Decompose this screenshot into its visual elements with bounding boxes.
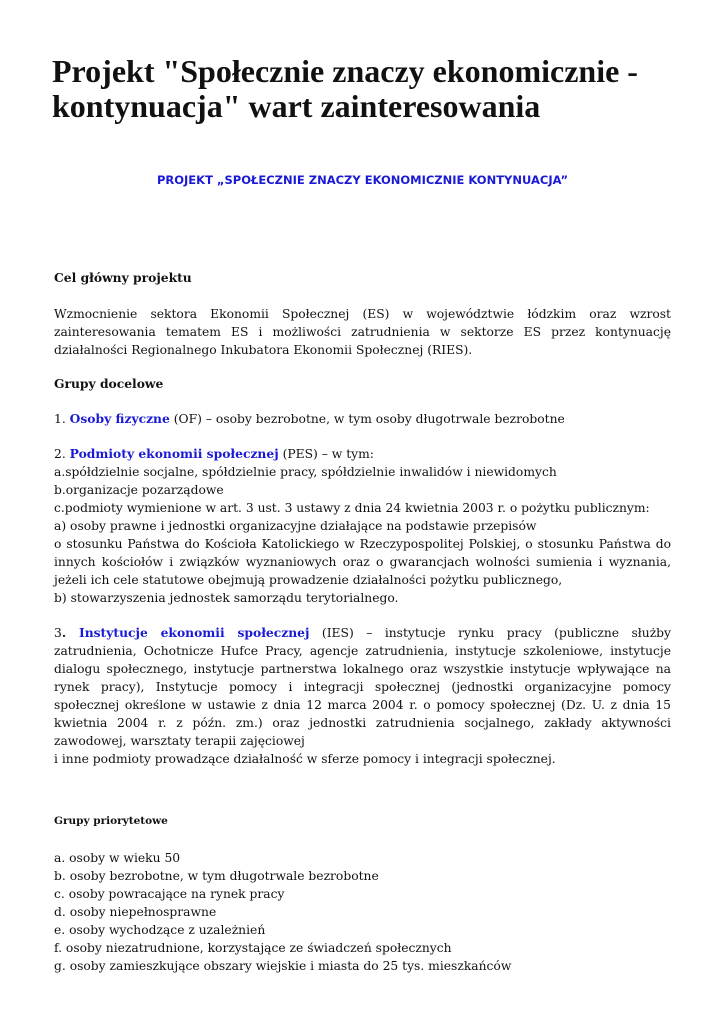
target-group-1-text: (OF) – osoby bezrobotne, w tym osoby długotrwale bezrobotne: [169, 412, 565, 426]
target-groups-heading: Grupy docelowe: [54, 376, 164, 391]
target-group-2: [54, 445, 671, 607]
target-group-2-line: o stosunku Państwa do Kościoła Katolickiego w Rzeczypospolitej Polskiej, o stosunku Państwa do innych kościołów i związków wyznaniowych oraz o gwarancjach wolności sumienia i wyznania, jeżeli ich cele statutowe obejmują prowadzenie działalności pożytku publicznego,: [54, 537, 671, 587]
link-podmioty-ekonomii-spolecznej[interactable]: Podmioty ekonomii społecznej: [69, 446, 279, 461]
target-group-2-line: c.podmioty wymienione w art. 3 ust. 3 ustawy z dnia 24 kwietnia 2003 r. o pożytku publicznym:: [54, 501, 650, 515]
target-group-3-text: [54, 624, 671, 750]
priority-groups-heading: Grupy priorytetowe: [54, 815, 168, 827]
link-osoby-fizyczne[interactable]: Osoby fizyczne: [69, 411, 170, 426]
page-title: Projekt "Społecznie znaczy ekonomicznie - kontynuacja" wart zainteresowania: [52, 53, 638, 124]
link-instytucje-ekonomii-spolecznej[interactable]: Instytucje ekonomii społecznej: [66, 625, 310, 640]
target-group-3-number-dot: .: [61, 625, 67, 640]
list-item: c. osoby powracające na rynek pracy: [54, 887, 285, 901]
list-item: b. osoby bezrobotne, w tym długotrwale bezrobotne: [54, 869, 379, 883]
list-item: e. osoby wychodzące z uzależnień: [54, 923, 266, 937]
target-group-1: [54, 410, 671, 428]
goal-heading: Cel główny projektu: [54, 270, 192, 285]
list-item: a. osoby w wieku 50: [54, 851, 181, 865]
target-group-2-line: b) stowarzyszenia jednostek samorządu terytorialnego.: [54, 591, 399, 605]
document-body: [54, 269, 671, 975]
list-item: d. osoby niepełnosprawne: [54, 905, 217, 919]
target-group-2-line: b.organizacje pozarządowe: [54, 483, 224, 497]
target-group-3-last-line: i inne podmioty prowadzące działalność w sferze pomocy i integracji społecznej.: [54, 752, 556, 766]
target-group-3-description: (IES) – instytucje rynku pracy (publiczne służby zatrudnienia, Ochotnicze Hufce Pracy, agencje zatrudnienia, instytucje szkoleniowe, instytucje dialogu społecznego, instytucje partnerstwa lokalnego oraz wszystkie instytucje wpływające na rynek pracy), Instytucje pomocy i integracji społecznej (jednostki organizacyjne pomocy społecznej określone w ustawie z dnia 12 marca 2004 r. o pomocy społecznej (Dz. U. z dnia 15 kwietnia 2004 r. z późn. zm.) oraz jednostki zatrudnienia socjalnego, zakłady aktywności zawodowej, warsztaty terapii zajęciowej: [54, 626, 671, 748]
project-subtitle: PROJEKT „SPOŁECZNIE ZNACZY EKONOMICZNIE KONTYNUACJA”: [156, 173, 569, 187]
target-group-2-line: a.spółdzielnie socjalne, spółdzielnie pracy, spółdzielnie inwalidów i niewidomych: [54, 465, 557, 479]
target-group-2-text: (PES) – w tym:: [278, 447, 374, 461]
target-group-3: [54, 624, 671, 768]
target-group-2-line: a) osoby prawne i jednostki organizacyjne działające na podstawie przepisów: [54, 519, 537, 533]
list-item: g. osoby zamieszkujące obszary wiejskie i miasta do 25 tys. mieszkańców: [54, 959, 512, 973]
target-group-2-intro: [54, 445, 671, 463]
list-item: f. osoby niezatrudnione, korzystające ze świadczeń społecznych: [54, 941, 452, 955]
target-group-2-number: 2.: [54, 447, 70, 461]
priority-groups-list: [54, 849, 671, 975]
target-group-3-number: 3: [54, 626, 62, 640]
target-group-1-number: 1.: [54, 412, 70, 426]
goal-text: Wzmocnienie sektora Ekonomii Społecznej (ES) w województwie łódzkim oraz wzrost zainteresowania tematem ES i możliwości zatrudnienia w sektorze ES przez kontynuację działalności Regionalnego Inkubatora Ekonomii Społecznej (RIES).: [54, 307, 671, 357]
